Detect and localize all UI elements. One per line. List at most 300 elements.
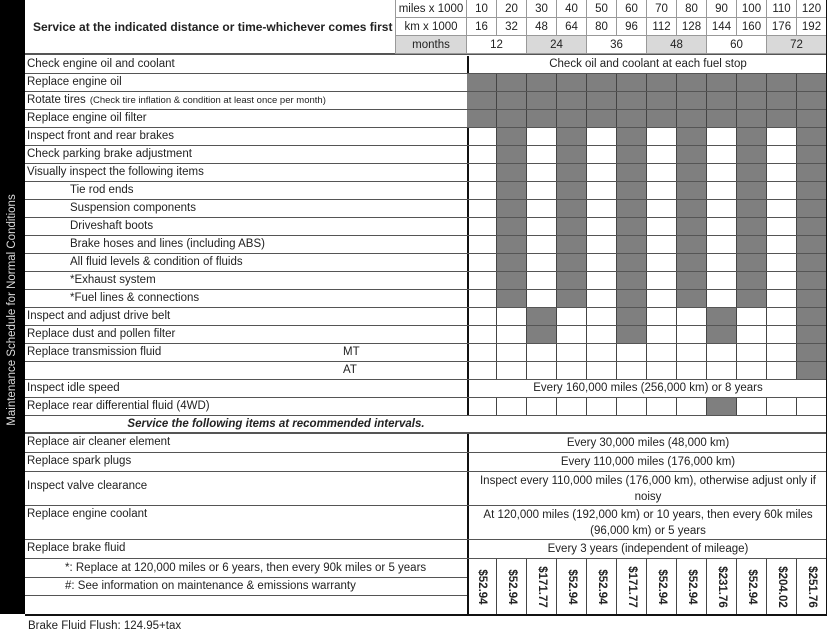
service-cell-empty — [527, 254, 557, 271]
service-cell-due — [767, 110, 797, 127]
service-cell-due — [677, 290, 707, 307]
schedule-item-label: Rotate tires — [27, 94, 86, 106]
service-cell-empty — [587, 164, 617, 181]
interval-row — [25, 506, 827, 540]
schedule-item-label: Tie rod ends — [70, 184, 134, 196]
months-header-cell: 12 — [467, 36, 527, 54]
miles-header-cell: 20 — [497, 0, 527, 18]
schedule-item-label: Check engine oil and coolant — [27, 58, 175, 70]
service-cell-due — [737, 110, 767, 127]
service-cell-empty — [527, 218, 557, 235]
service-cell-empty — [497, 308, 527, 325]
interval-text: At 120,000 miles (192,000 km) or 10 years, then every 60k miles (96,000 km) or 5 years — [467, 506, 827, 539]
service-cell-due — [497, 290, 527, 307]
service-cell-due — [617, 308, 647, 325]
service-price: $52.94 — [655, 568, 668, 605]
service-cell-due — [497, 254, 527, 271]
service-cell-due — [797, 362, 827, 379]
schedule-row — [25, 146, 827, 164]
service-cell-due — [617, 254, 647, 271]
service-cell-empty — [467, 182, 497, 199]
service-cell-due — [737, 236, 767, 253]
miles-header-cell: 110 — [767, 0, 797, 18]
schedule-item-label: Inspect front and rear brakes — [27, 130, 175, 142]
service-grid — [467, 146, 827, 163]
row-divider — [25, 595, 467, 596]
service-cell-empty — [647, 200, 677, 217]
service-cell-empty — [737, 308, 767, 325]
service-grid — [467, 344, 827, 361]
service-cell-due — [677, 146, 707, 163]
service-cell-empty — [467, 398, 497, 415]
service-price: $52.94 — [475, 568, 488, 605]
service-cell-empty — [587, 290, 617, 307]
service-cell-empty — [647, 254, 677, 271]
schedule-item-label: Replace engine oil filter — [27, 112, 147, 124]
service-cell-empty — [677, 344, 707, 361]
schedule-item-label: Brake hoses and lines (including ABS) — [70, 238, 265, 250]
service-cell-empty — [467, 362, 497, 379]
service-grid — [467, 236, 827, 253]
service-price-cell — [767, 559, 797, 614]
service-cell-empty — [587, 308, 617, 325]
service-grid — [467, 254, 827, 271]
service-cell-due — [617, 326, 647, 343]
interval-item-label: Replace air cleaner element — [27, 436, 171, 448]
service-cell-due — [797, 74, 827, 91]
schedule-item-label: Replace dust and pollen filter — [27, 328, 176, 340]
service-cell-due — [497, 146, 527, 163]
service-cell-empty — [647, 308, 677, 325]
header-block — [25, 0, 827, 55]
service-cell-due — [557, 290, 587, 307]
service-cell-due — [707, 74, 737, 91]
interval-item-label: Inspect valve clearance — [27, 480, 148, 492]
interval-text: Every 30,000 miles (48,000 km) — [467, 434, 827, 452]
service-price-cell — [557, 559, 587, 614]
km-header-cell: 112 — [647, 18, 677, 36]
service-cell-empty — [767, 254, 797, 271]
interval-text: Every 160,000 miles (256,000 km) or 8 years — [467, 380, 827, 397]
service-cell-empty — [647, 326, 677, 343]
service-cell-empty — [647, 398, 677, 415]
side-bar — [0, 0, 25, 614]
schedule-row — [25, 236, 827, 254]
service-cell-empty — [527, 146, 557, 163]
service-cell-empty — [587, 272, 617, 289]
interval-text: Every 3 years (independent of mileage) — [467, 540, 827, 558]
service-cell-empty — [677, 362, 707, 379]
service-cell-due — [797, 290, 827, 307]
schedule-row — [25, 56, 827, 74]
schedule-row — [25, 290, 827, 308]
service-cell-empty — [647, 290, 677, 307]
service-cell-empty — [737, 362, 767, 379]
service-cell-empty — [767, 200, 797, 217]
service-cell-due — [557, 164, 587, 181]
service-cell-empty — [617, 398, 647, 415]
service-cell-due — [497, 164, 527, 181]
service-price-cell — [467, 559, 497, 614]
service-cell-empty — [737, 326, 767, 343]
schedule-item-note: (Check tire inflation & condition at least once per month) — [89, 95, 326, 106]
km-unit-label: km x 1000 — [395, 18, 467, 36]
service-cell-due — [797, 164, 827, 181]
footnote: *: Replace at 120,000 miles or 6 years, then every 90k miles or 5 years — [65, 562, 427, 574]
service-cell-due — [737, 128, 767, 145]
notes-and-prices — [25, 559, 827, 614]
schedule-row — [25, 272, 827, 290]
schedule-row — [25, 254, 827, 272]
service-cell-due — [527, 74, 557, 91]
service-cell-empty — [527, 344, 557, 361]
service-cell-empty — [767, 362, 797, 379]
service-cell-due — [647, 92, 677, 109]
km-header-cell: 160 — [737, 18, 767, 36]
km-header-cell: 192 — [797, 18, 827, 36]
service-cell-due — [617, 92, 647, 109]
service-cell-empty — [707, 254, 737, 271]
service-cell-due — [587, 92, 617, 109]
service-cell-empty — [767, 164, 797, 181]
service-price-cell — [737, 559, 767, 614]
miles-header-cell: 40 — [557, 0, 587, 18]
service-grid — [467, 308, 827, 325]
schedule-item-label-group — [27, 92, 326, 109]
miles-header-cell: 100 — [737, 0, 767, 18]
service-cell-due — [467, 92, 497, 109]
service-price: $52.94 — [685, 568, 698, 605]
service-cell-due — [527, 92, 557, 109]
service-cell-empty — [707, 362, 737, 379]
price-grid — [467, 559, 827, 614]
service-price: $52.94 — [505, 568, 518, 605]
service-cell-empty — [647, 218, 677, 235]
interval-row — [25, 453, 827, 472]
miles-header-cell: 30 — [527, 0, 557, 18]
service-cell-due — [557, 218, 587, 235]
service-cell-due — [797, 110, 827, 127]
service-cell-due — [617, 146, 647, 163]
km-header-cell: 128 — [677, 18, 707, 36]
months-header-cell: 60 — [707, 36, 767, 54]
interval-text: Every 110,000 miles (176,000 km) — [467, 453, 827, 471]
km-header-cell: 176 — [767, 18, 797, 36]
service-cell-due — [677, 272, 707, 289]
service-cell-empty — [647, 146, 677, 163]
months-header-cell: 36 — [587, 36, 647, 54]
service-cell-due — [797, 326, 827, 343]
km-header-cell: 144 — [707, 18, 737, 36]
service-grid — [467, 398, 827, 415]
km-header-cell: 16 — [467, 18, 497, 36]
schedule-row — [25, 398, 827, 416]
service-cell-due — [647, 74, 677, 91]
service-cell-due — [617, 290, 647, 307]
service-price-cell — [797, 559, 827, 614]
service-cell-due — [497, 182, 527, 199]
months-unit-label: months — [395, 36, 467, 54]
miles-header-cell: 80 — [677, 0, 707, 18]
schedule-row — [25, 362, 827, 380]
months-header-cell: 72 — [767, 36, 827, 54]
service-price-cell — [497, 559, 527, 614]
service-cell-due — [617, 128, 647, 145]
service-cell-empty — [647, 236, 677, 253]
service-cell-due — [557, 146, 587, 163]
service-price: $171.77 — [535, 565, 548, 608]
service-price: $231.76 — [715, 565, 728, 608]
interval-text: Inspect every 110,000 miles (176,000 km), otherwise adjust only if noisy — [467, 472, 827, 505]
service-cell-due — [737, 200, 767, 217]
miles-header-cell: 70 — [647, 0, 677, 18]
service-grid — [467, 182, 827, 199]
service-cell-due — [707, 308, 737, 325]
service-grid — [467, 218, 827, 235]
service-cell-empty — [767, 290, 797, 307]
service-cell-empty — [647, 272, 677, 289]
service-cell-empty — [527, 290, 557, 307]
service-grid — [467, 74, 827, 91]
service-grid — [467, 200, 827, 217]
service-cell-due — [497, 92, 527, 109]
service-cell-due — [797, 92, 827, 109]
months-header-cell: 24 — [527, 36, 587, 54]
service-cell-empty — [467, 218, 497, 235]
service-cell-empty — [527, 182, 557, 199]
service-cell-due — [557, 128, 587, 145]
service-cell-due — [677, 236, 707, 253]
schedule-row — [25, 74, 827, 92]
service-cell-empty — [617, 344, 647, 361]
service-cell-empty — [587, 236, 617, 253]
miles-header-cell: 50 — [587, 0, 617, 18]
service-cell-due — [467, 74, 497, 91]
service-cell-due — [557, 272, 587, 289]
interval-item-label: Replace brake fluid — [27, 542, 126, 554]
service-cell-due — [557, 92, 587, 109]
service-cell-due — [617, 74, 647, 91]
service-cell-empty — [467, 326, 497, 343]
section-heading: Service the following items at recommended intervals. — [127, 418, 425, 430]
schedule-row — [25, 308, 827, 326]
service-cell-due — [797, 236, 827, 253]
service-cell-empty — [527, 128, 557, 145]
service-cell-due — [557, 200, 587, 217]
schedule-item-label: *Exhaust system — [70, 274, 156, 286]
service-cell-due — [527, 308, 557, 325]
service-cell-due — [617, 182, 647, 199]
miles-header-cell: 90 — [707, 0, 737, 18]
service-cell-due — [677, 218, 707, 235]
schedule-item-label: Replace rear differential fluid (4WD) — [27, 400, 210, 412]
schedule-item-label: Inspect idle speed — [27, 382, 120, 394]
service-price: $251.76 — [805, 565, 818, 608]
service-cell-empty — [497, 362, 527, 379]
service-cell-due — [677, 200, 707, 217]
service-cell-empty — [707, 200, 737, 217]
service-cell-empty — [707, 290, 737, 307]
service-cell-empty — [647, 164, 677, 181]
service-cell-due — [497, 272, 527, 289]
service-cell-due — [797, 218, 827, 235]
schedule-row — [25, 200, 827, 218]
miles-header-cell: 60 — [617, 0, 647, 18]
interval-item-label: Replace engine coolant — [27, 508, 148, 520]
service-price: $52.94 — [565, 568, 578, 605]
service-cell-due — [617, 236, 647, 253]
service-cell-empty — [707, 128, 737, 145]
service-grid — [467, 164, 827, 181]
service-price-cell — [647, 559, 677, 614]
service-cell-due — [587, 74, 617, 91]
service-cell-empty — [557, 362, 587, 379]
service-cell-empty — [587, 326, 617, 343]
schedule-row — [25, 344, 827, 362]
service-cell-empty — [677, 398, 707, 415]
service-cell-due — [677, 164, 707, 181]
service-cell-empty — [557, 344, 587, 361]
service-cell-empty — [617, 362, 647, 379]
service-cell-empty — [767, 236, 797, 253]
service-cell-due — [737, 218, 767, 235]
service-cell-due — [797, 344, 827, 361]
service-cell-due — [677, 182, 707, 199]
service-cell-empty — [767, 128, 797, 145]
service-cell-due — [737, 92, 767, 109]
service-cell-due — [737, 164, 767, 181]
service-cell-due — [707, 110, 737, 127]
km-header-cell: 96 — [617, 18, 647, 36]
service-cell-due — [737, 272, 767, 289]
service-cell-due — [527, 326, 557, 343]
service-cell-due — [737, 74, 767, 91]
service-cell-due — [497, 236, 527, 253]
interval-item-label: Replace spark plugs — [27, 455, 132, 467]
service-cell-empty — [767, 182, 797, 199]
service-cell-due — [497, 110, 527, 127]
service-cell-empty — [737, 398, 767, 415]
service-cell-due — [497, 218, 527, 235]
service-cell-empty — [767, 344, 797, 361]
schedule-row — [25, 182, 827, 200]
service-cell-empty — [527, 272, 557, 289]
schedule-row — [25, 128, 827, 146]
km-header-cell: 48 — [527, 18, 557, 36]
service-cell-due — [617, 110, 647, 127]
service-cell-due — [797, 272, 827, 289]
service-cell-empty — [497, 398, 527, 415]
header-title: Service at the indicated distance or time-whichever comes first — [33, 20, 393, 34]
service-cell-due — [617, 164, 647, 181]
service-cell-empty — [767, 272, 797, 289]
service-cell-empty — [467, 164, 497, 181]
schedule-item-label: Driveshaft boots — [70, 220, 154, 232]
service-cell-empty — [467, 272, 497, 289]
schedule-item-label: Inspect and adjust drive belt — [27, 310, 171, 322]
service-cell-empty — [467, 290, 497, 307]
service-price: $52.94 — [595, 568, 608, 605]
service-price-cell — [527, 559, 557, 614]
transmission-type-label: MT — [343, 346, 360, 358]
service-cell-empty — [587, 200, 617, 217]
service-cell-empty — [647, 344, 677, 361]
service-cell-due — [557, 182, 587, 199]
service-cell-empty — [497, 326, 527, 343]
service-cell-empty — [677, 326, 707, 343]
service-cell-empty — [707, 182, 737, 199]
service-cell-empty — [527, 200, 557, 217]
service-cell-due — [797, 200, 827, 217]
service-cell-empty — [587, 146, 617, 163]
service-cell-due — [497, 200, 527, 217]
service-cell-empty — [797, 398, 827, 415]
service-cell-empty — [707, 344, 737, 361]
service-price-cell — [677, 559, 707, 614]
miles-unit-label: miles x 1000 — [395, 0, 467, 18]
service-cell-empty — [467, 200, 497, 217]
service-cell-empty — [587, 218, 617, 235]
service-cell-due — [797, 254, 827, 271]
service-cell-empty — [527, 398, 557, 415]
service-grid — [467, 362, 827, 379]
schedule-item-label: Replace transmission fluid — [27, 346, 162, 358]
schedule-item-label: Replace engine oil — [27, 76, 122, 88]
service-cell-empty — [587, 254, 617, 271]
service-cell-empty — [587, 182, 617, 199]
schedule-item-label: Suspension components — [70, 202, 196, 214]
service-price: $204.02 — [775, 565, 788, 608]
schedule-row — [25, 164, 827, 182]
service-price: $52.94 — [745, 568, 758, 605]
schedule-row — [25, 380, 827, 398]
side-title: Maintenance Schedule for Normal Conditions — [6, 194, 18, 426]
service-grid — [467, 326, 827, 343]
service-cell-due — [497, 128, 527, 145]
service-cell-due — [677, 110, 707, 127]
section-heading-row — [25, 416, 827, 434]
service-cell-empty — [647, 362, 677, 379]
service-cell-empty — [707, 236, 737, 253]
service-cell-empty — [557, 326, 587, 343]
footer-divider — [25, 614, 827, 616]
service-cell-empty — [527, 362, 557, 379]
service-cell-due — [797, 308, 827, 325]
service-cell-due — [677, 254, 707, 271]
service-cell-empty — [587, 362, 617, 379]
service-cell-empty — [707, 164, 737, 181]
km-header-cell: 64 — [557, 18, 587, 36]
service-cell-due — [557, 236, 587, 253]
service-cell-due — [587, 110, 617, 127]
service-cell-empty — [467, 344, 497, 361]
schedule-item-label: Visually inspect the following items — [27, 166, 204, 178]
service-cell-due — [737, 290, 767, 307]
service-cell-due — [737, 182, 767, 199]
miles-header-cell: 120 — [797, 0, 827, 18]
service-cell-empty — [737, 344, 767, 361]
service-cell-due — [707, 92, 737, 109]
service-cell-due — [557, 74, 587, 91]
service-cell-empty — [467, 236, 497, 253]
service-cell-empty — [767, 398, 797, 415]
service-cell-empty — [557, 398, 587, 415]
service-cell-empty — [767, 218, 797, 235]
service-cell-due — [767, 74, 797, 91]
service-cell-due — [707, 398, 737, 415]
schedule-row — [25, 110, 827, 128]
service-cell-empty — [767, 326, 797, 343]
